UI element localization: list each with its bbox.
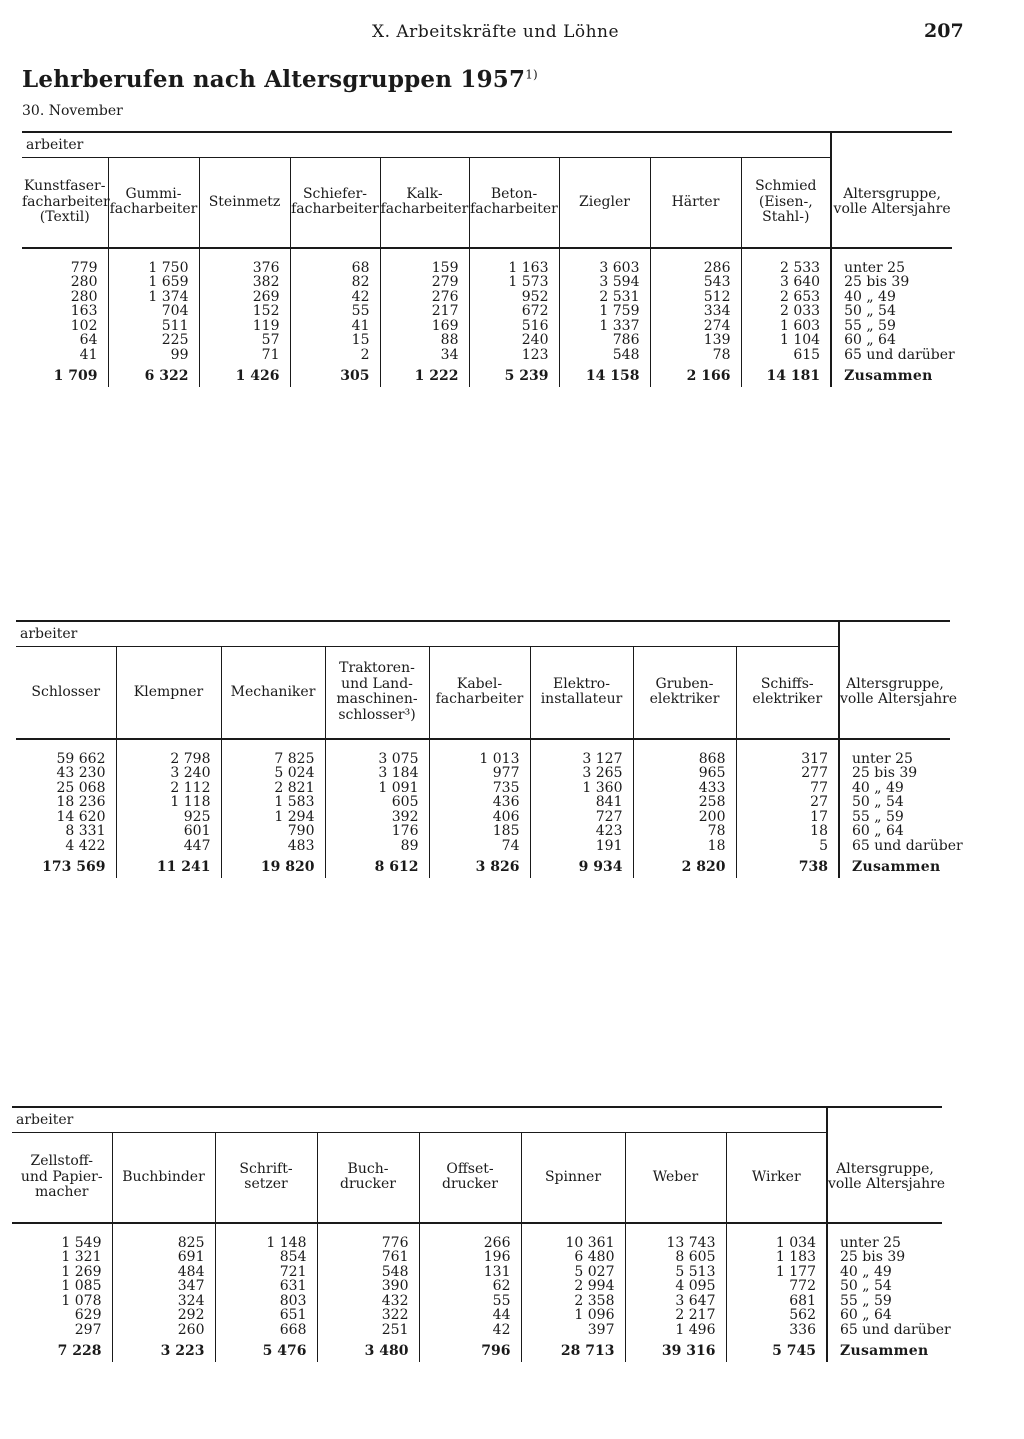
column-values: 825 691 484 347 324 292 260 — [112, 1223, 215, 1338]
column-header: Wirker — [726, 1133, 827, 1223]
column-header: Gruben- elektriker — [633, 647, 736, 739]
column-header: Härter — [650, 158, 741, 248]
column-values: 3 075 3 184 1 091 605 392 176 89 — [325, 739, 429, 854]
age-group-labels: unter 25 25 bis 39 40 „ 49 50 „ 54 55 „ 59 60 „ 64 65 und darüber — [827, 1223, 942, 1338]
column-header: Traktoren- und Land- maschinen- schlosser³) — [325, 647, 429, 739]
column-header: Ziegler — [559, 158, 650, 248]
column-header: Elektro- installateur — [530, 647, 633, 739]
side-spacer — [827, 1107, 942, 1133]
column-values: 1 750 1 659 1 374 704 511 225 99 — [108, 248, 199, 363]
column-values: 13 743 8 605 5 513 4 095 3 647 2 217 1 496 — [625, 1223, 726, 1338]
column-total: 1 222 — [380, 363, 469, 388]
column-values: 2 798 3 240 2 112 1 118 925 601 447 — [116, 739, 221, 854]
column-values: 1 549 1 321 1 269 1 085 1 078 629 297 — [61, 1234, 102, 1339]
column-total: 5 239 — [469, 363, 559, 388]
column-header: Klempner — [116, 647, 221, 739]
column-values: 7 825 5 024 2 821 1 583 1 294 790 483 — [221, 739, 325, 854]
column-header: Kunstfaser- facharbeiter (Textil) — [22, 158, 108, 248]
column-values: 1 163 1 573 952 672 516 240 123 — [469, 248, 559, 363]
running-title: X. Arbeitskräfte und Löhne — [372, 22, 620, 42]
column-total: 5 745 — [726, 1338, 827, 1363]
column-values: 868 965 433 258 200 78 18 — [633, 739, 736, 854]
column-total: 28 713 — [521, 1338, 625, 1363]
column-header: Buch- drucker — [317, 1133, 419, 1223]
column-total: 6 322 — [108, 363, 199, 388]
column-total: 305 — [290, 363, 380, 388]
column-values: 779 280 280 163 102 64 41 — [70, 259, 98, 364]
column-total: 14 181 — [741, 363, 831, 388]
age-group-header: Altersgruppe, volle Altersjahre — [831, 158, 952, 248]
column-header: Buchbinder — [112, 1133, 215, 1223]
column-values: 68 82 42 55 41 15 2 — [290, 248, 380, 363]
table-occupations-1 — [22, 131, 955, 387]
column-header: Schiefer- facharbeiter — [290, 158, 380, 248]
column-header: Zellstoff- und Papier- macher — [12, 1133, 112, 1223]
group-label: arbeiter — [12, 1107, 827, 1133]
column-total: 5 476 — [215, 1338, 317, 1363]
page-number: 207 — [924, 20, 964, 42]
column-values: 266 196 131 62 55 44 42 — [419, 1223, 521, 1338]
column-values: 2 533 3 640 2 653 2 033 1 603 1 104 615 — [741, 248, 831, 363]
page-title-text: Lehrberufen nach Altersgruppen 1957 — [22, 66, 526, 93]
column-values: 317 277 77 27 17 18 5 — [736, 739, 839, 854]
column-header: Schmied (Eisen-, Stahl-) — [741, 158, 831, 248]
column-total: 9 934 — [530, 854, 633, 879]
group-label: arbeiter — [22, 132, 831, 158]
column-total: 3 826 — [429, 854, 530, 879]
column-total: 39 316 — [625, 1338, 726, 1363]
age-group-header: Altersgruppe, volle Altersjahre — [827, 1133, 942, 1223]
column-total: 14 158 — [559, 363, 650, 388]
column-header: Spinner — [521, 1133, 625, 1223]
column-total: 738 — [736, 854, 839, 879]
column-total: 11 241 — [116, 854, 221, 879]
table-occupations-2 — [16, 620, 963, 878]
age-group-header: Altersgruppe, volle Altersjahre — [839, 647, 950, 739]
column-values: 376 382 269 152 119 57 71 — [199, 248, 290, 363]
page-title — [22, 66, 538, 93]
column-total: 3 223 — [112, 1338, 215, 1363]
column-values: 3 127 3 265 1 360 841 727 423 191 — [530, 739, 633, 854]
column-values: 776 761 548 390 432 322 251 — [317, 1223, 419, 1338]
column-values: 3 603 3 594 2 531 1 759 1 337 786 548 — [559, 248, 650, 363]
column-header: Kabel- facharbeiter — [429, 647, 530, 739]
column-values: 1 148 854 721 631 803 651 668 — [215, 1223, 317, 1338]
age-group-labels: unter 25 25 bis 39 40 „ 49 50 „ 54 55 „ 59 60 „ 64 65 und darüber — [831, 248, 952, 363]
group-label: arbeiter — [16, 621, 839, 647]
column-values: 286 543 512 334 274 139 78 — [650, 248, 741, 363]
column-total: 19 820 — [221, 854, 325, 879]
column-total: 1 709 — [53, 367, 98, 384]
column-header: Weber — [625, 1133, 726, 1223]
column-header: Offset- drucker — [419, 1133, 521, 1223]
column-header: Schiffs- elektriker — [736, 647, 839, 739]
column-total: 2 166 — [650, 363, 741, 388]
column-total: 2 820 — [633, 854, 736, 879]
column-header: Mechaniker — [221, 647, 325, 739]
column-header: Steinmetz — [199, 158, 290, 248]
reference-date: 30. November — [22, 103, 123, 119]
footnote-mark: 1) — [525, 67, 538, 82]
column-header: Gummi- facharbeiter — [108, 158, 199, 248]
column-values: 1 013 977 735 436 406 185 74 — [429, 739, 530, 854]
column-values: 59 662 43 230 25 068 18 236 14 620 8 331 4 422 — [56, 750, 106, 855]
column-header: Schrift- setzer — [215, 1133, 317, 1223]
column-header: Beton- facharbeiter — [469, 158, 559, 248]
total-label: Zusammen — [839, 854, 950, 879]
column-total: 1 426 — [199, 363, 290, 388]
total-label: Zusammen — [831, 363, 952, 388]
column-total: 7 228 — [57, 1342, 102, 1359]
side-spacer — [831, 132, 952, 158]
age-group-labels: unter 25 25 bis 39 40 „ 49 50 „ 54 55 „ 59 60 „ 64 65 und darüber — [839, 739, 950, 854]
column-total: 173 569 — [42, 858, 106, 875]
column-header: Schlosser — [16, 647, 116, 739]
running-header — [0, 22, 1024, 46]
total-label: Zusammen — [827, 1338, 942, 1363]
column-header: Kalk- facharbeiter — [380, 158, 469, 248]
table-occupations-3 — [12, 1106, 951, 1362]
column-total: 3 480 — [317, 1338, 419, 1363]
column-values: 10 361 6 480 5 027 2 994 2 358 1 096 397 — [521, 1223, 625, 1338]
side-spacer — [839, 621, 950, 647]
column-values: 159 279 276 217 169 88 34 — [380, 248, 469, 363]
column-total: 796 — [419, 1338, 521, 1363]
column-values: 1 034 1 183 1 177 772 681 562 336 — [726, 1223, 827, 1338]
column-total: 8 612 — [325, 854, 429, 879]
